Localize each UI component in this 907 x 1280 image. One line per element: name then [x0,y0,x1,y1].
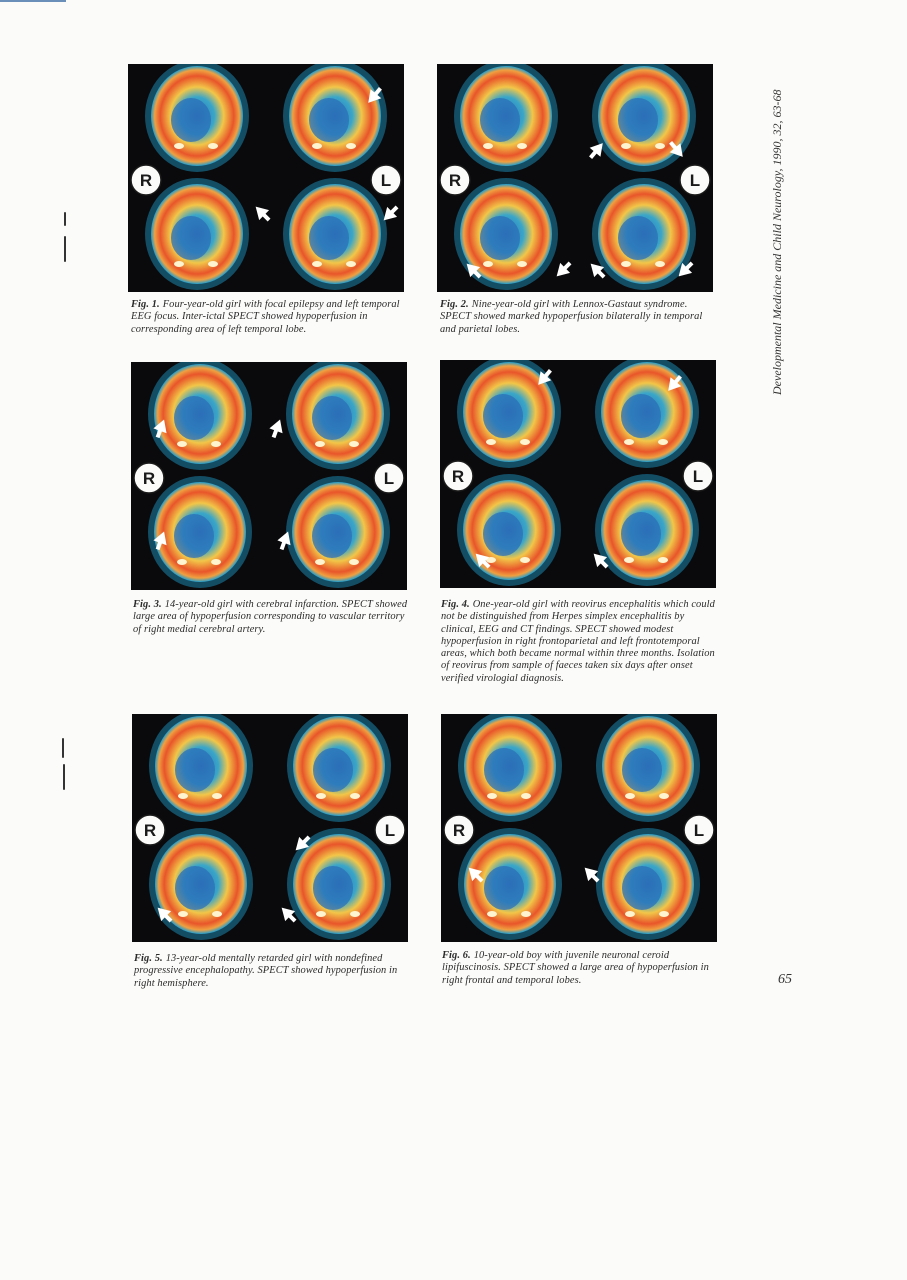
figure-6-caption-text: 10-year-old boy with juvenile neuronal ceroid lipifuscinosis. SPECT showed a large area of hypoperfusion in right frontal and temporal lobes. [442,950,709,986]
hot-spot [211,441,221,447]
hypoperfusion-area [621,394,661,438]
hot-spot [655,143,665,149]
hypoperfusion-area [312,514,352,558]
spect-scan-panel [128,64,404,292]
hypoperfusion-area [171,98,211,142]
hot-spot [350,793,360,799]
right-side-marker-label: R [448,171,462,190]
hypoperfusion-area [621,512,661,556]
right-side-marker-label: R [452,821,466,840]
journal-reference: Developmental Medicine and Child Neurology, 1990, 32, 63-68 [770,89,784,395]
figure-1-image [128,64,404,292]
margin-mark [63,764,65,790]
figure-1-caption-text: Four-year-old girl with focal epilepsy and left temporal EEG focus. Inter-ictal SPECT showed hypoperfusion in corresponding area of left temporal lobe. [131,299,400,335]
figure-1-caption [131,299,411,336]
figure-3-label: Fig. 3. [133,599,162,610]
hypoperfusion-area [313,866,353,910]
figure-4-caption-text: One-year-old girl with reovirus encephalitis which could not be distinguished from Herpes simplex encephalitis by clinical, EEG and CT findings. SPECT showed modest hypoperfusion in right frontoparietal and left frontotemporal areas, which both became normal within three months. Isolation of reovirus from sample of faeces taken six days after onset verified virologial diagnosis. [441,599,715,684]
hot-spot [658,557,668,563]
hot-spot [625,793,635,799]
margin-mark [62,738,64,758]
hot-spot [521,911,531,917]
hot-spot [208,143,218,149]
hot-spot [349,559,359,565]
hypoperfusion-area [484,866,524,910]
hot-spot [316,793,326,799]
figure-3-image [131,362,407,590]
hot-spot [521,793,531,799]
hot-spot [621,261,631,267]
hot-spot [312,261,322,267]
hypoperfusion-area [480,98,520,142]
hypoperfusion-area [175,866,215,910]
hot-spot [624,557,634,563]
right-side-marker-label: R [139,171,153,190]
hot-spot [174,261,184,267]
hot-spot [624,439,634,445]
hypoperfusion-area [309,98,349,142]
figure-2-caption-text: Nine-year-old girl with Lennox-Gastaut syndrome. SPECT showed marked hypoperfusion bilaterally in temporal and parietal lobes. [440,299,703,335]
left-side-marker-label: L [693,821,705,840]
hypoperfusion-area [622,866,662,910]
hypoperfusion-area [622,748,662,792]
left-side-marker-label: L [383,469,395,488]
spect-scan-panel [131,362,407,590]
hot-spot [517,261,527,267]
hot-spot [346,143,356,149]
hot-spot [625,911,635,917]
hot-spot [211,559,221,565]
figure-6-caption [442,950,722,987]
hot-spot [655,261,665,267]
hot-spot [483,143,493,149]
page-number: 65 [778,972,792,987]
hypoperfusion-area [174,396,214,440]
hot-spot [177,559,187,565]
figure-3-caption [133,599,413,636]
figure-4-label: Fig. 4. [441,599,470,610]
hot-spot [659,911,669,917]
hot-spot [316,911,326,917]
hypoperfusion-area [483,394,523,438]
hypoperfusion-area [174,514,214,558]
hot-spot [312,143,322,149]
hypoperfusion-area [618,98,658,142]
figure-2-image [437,64,713,292]
left-side-marker-label: L [692,467,704,486]
hot-spot [315,559,325,565]
hypoperfusion-area [313,748,353,792]
scan-edge-line [0,0,66,2]
spect-scan-panel [441,714,717,942]
hypoperfusion-area [618,216,658,260]
figure-5-caption [134,953,414,990]
hot-spot [659,793,669,799]
hot-spot [177,441,187,447]
hot-spot [486,439,496,445]
hot-spot [621,143,631,149]
figure-4-image [440,360,716,588]
margin-mark [64,236,66,262]
hot-spot [178,911,188,917]
figure-4-caption [441,599,721,685]
hot-spot [208,261,218,267]
right-side-marker-label: R [142,469,156,488]
hot-spot [487,911,497,917]
hot-spot [349,441,359,447]
hot-spot [174,143,184,149]
arrow-icon [251,202,274,225]
figure-5-image [132,714,408,942]
hot-spot [346,261,356,267]
figure-3-caption-text: 14-year-old girl with cerebral infarction. SPECT showed large area of hypoperfusion corresponding to vascular territory of right medial cerebral artery. [133,599,408,635]
hot-spot [520,439,530,445]
hot-spot [520,557,530,563]
hypoperfusion-area [483,512,523,556]
hypoperfusion-area [175,748,215,792]
arrow-icon [267,417,287,440]
figure-5-caption-text: 13-year-old mentally retarded girl with nondefined progressive encephalopathy. SPECT showed hypoperfusion in right hemisphere. [134,953,398,989]
left-side-marker-label: L [380,171,392,190]
hypoperfusion-area [484,748,524,792]
hot-spot [517,143,527,149]
left-side-marker-label: L [384,821,396,840]
figure-6-label: Fig. 6. [442,950,471,961]
spect-scan-panel [132,714,408,942]
figure-2-label: Fig. 2. [440,299,469,310]
spect-scan-panel [440,360,716,588]
left-side-marker-label: L [689,171,701,190]
figure-5-label: Fig. 5. [134,953,163,964]
hypoperfusion-area [309,216,349,260]
hypoperfusion-area [312,396,352,440]
figure-2-caption [440,299,720,336]
hypoperfusion-area [171,216,211,260]
figure-1-label: Fig. 1. [131,299,160,310]
hot-spot [487,793,497,799]
hot-spot [315,441,325,447]
figure-6-image [441,714,717,942]
hot-spot [212,793,222,799]
right-side-marker-label: R [143,821,157,840]
right-side-marker-label: R [451,467,465,486]
hot-spot [483,261,493,267]
hot-spot [212,911,222,917]
hot-spot [350,911,360,917]
hot-spot [658,439,668,445]
hot-spot [178,793,188,799]
arrow-icon [552,258,575,281]
hypoperfusion-area [480,216,520,260]
margin-mark [64,212,66,226]
spect-scan-panel [437,64,713,292]
